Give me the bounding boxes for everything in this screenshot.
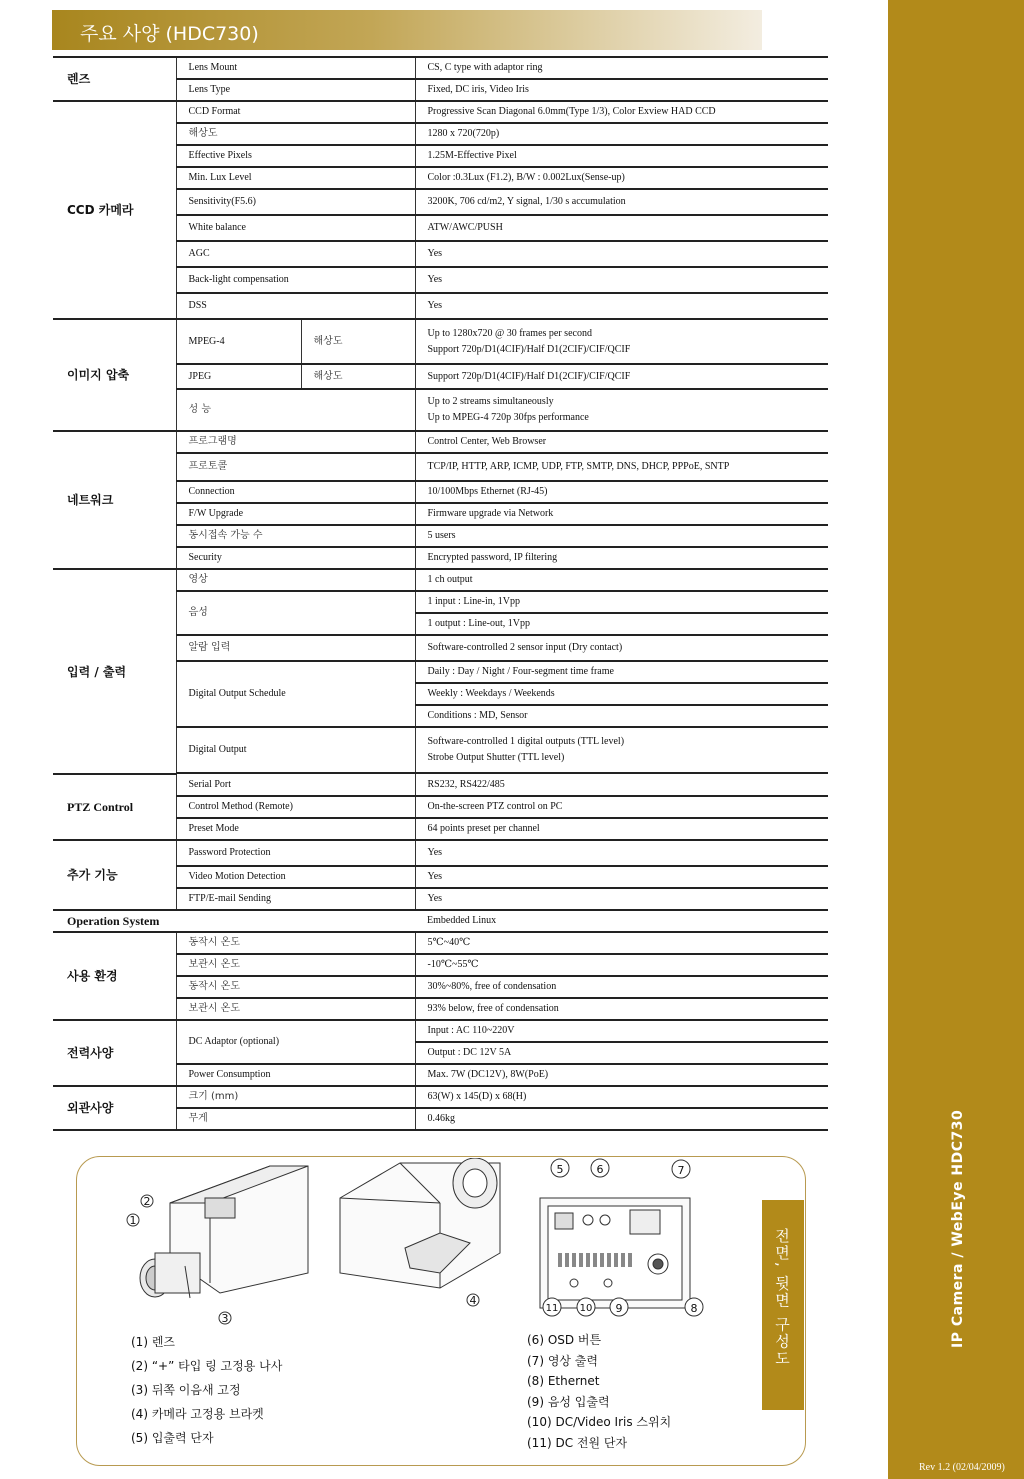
legend-item: (6) OSD 버튼 <box>527 1333 602 1347</box>
svg-text:2: 2 <box>143 1195 151 1208</box>
spec-value-line: Up to MPEG-4 720p 30fps performance <box>427 412 589 423</box>
spec-label: AGC <box>176 241 415 267</box>
category-network: 네트워크 <box>53 431 176 569</box>
spec-value: 1.25M-Effective Pixel <box>415 145 828 167</box>
spec-label: 성 능 <box>176 389 415 431</box>
spec-value: TCP/IP, HTTP, ARP, ICMP, UDP, FTP, SMTP, DNS, DHCP, PPPoE, SNTP <box>415 453 828 481</box>
spec-value: Encrypted password, IP filtering <box>415 547 828 569</box>
spec-value: Max. 7W (DC12V), 8W(PoE) <box>415 1064 828 1086</box>
spec-value-line: Software-controlled 1 digital outputs (TTL level) <box>427 736 625 747</box>
spec-value: Yes <box>415 267 828 293</box>
table-row <box>53 910 828 932</box>
category-lens: 렌즈 <box>53 57 176 101</box>
legend-item: (10) DC/Video Iris 스위치 <box>527 1415 672 1429</box>
callout-4 <box>467 1294 479 1307</box>
spec-label: Digital Output Schedule <box>176 661 415 727</box>
spec-label: Password Protection <box>176 840 415 866</box>
spec-label: 동시접속 가능 수 <box>176 525 415 547</box>
spec-value: 5 users <box>415 525 828 547</box>
table-row <box>53 57 828 79</box>
legend-item: (8) Ethernet <box>527 1374 600 1388</box>
category-exterior: 외관사양 <box>53 1086 176 1130</box>
spec-label: DC Adaptor (optional) <box>176 1020 415 1064</box>
svg-text:6: 6 <box>596 1163 604 1176</box>
table-row <box>53 569 828 591</box>
spec-table <box>53 56 828 1131</box>
table-row <box>53 319 828 364</box>
spec-value-line: Up to 1280x720 @ 30 frames per second <box>427 327 592 339</box>
category-ccd: CCD 카메라 <box>53 101 176 319</box>
legend-item: (5) 입출력 단자 <box>131 1431 214 1445</box>
spec-value: RS232, RS422/485 <box>415 774 828 796</box>
category-io: 입력 / 출력 <box>53 569 176 774</box>
svg-text:3: 3 <box>221 1312 229 1325</box>
spec-value: Software-controlled 2 sensor input (Dry contact) <box>415 635 828 661</box>
spec-value <box>415 319 828 364</box>
revision-label: Rev 1.2 (02/04/2009) <box>919 1462 1005 1473</box>
callout-2 <box>141 1195 153 1208</box>
spec-value: Conditions : MD, Sensor <box>415 705 828 727</box>
spec-value: Color :0.3Lux (F1.2), B/W : 0.002Lux(Sense-up) <box>415 167 828 189</box>
legend-item: (11) DC 전원 단자 <box>527 1435 628 1450</box>
category-env: 사용 환경 <box>53 932 176 1020</box>
spec-value: 30%~80%, free of condensation <box>415 976 828 998</box>
callout-10 <box>577 1298 595 1316</box>
table-row <box>53 932 828 954</box>
spec-label: 보관시 온도 <box>176 998 415 1020</box>
legend-right <box>527 1330 671 1453</box>
spec-value-line: Strobe Output Shutter (TTL level) <box>427 752 565 763</box>
spec-label: Effective Pixels <box>176 145 415 167</box>
spec-label: 동작시 온도 <box>176 932 415 954</box>
spec-label: DSS <box>176 293 415 319</box>
spec-value: Weekly : Weekdays / Weekends <box>415 683 828 705</box>
callout-5 <box>551 1159 569 1177</box>
spec-label: 영상 <box>176 569 415 591</box>
spec-value: Fixed, DC iris, Video Iris <box>415 79 828 101</box>
spec-value: Daily : Day / Night / Four-segment time frame <box>415 661 828 683</box>
callout-3 <box>219 1312 231 1325</box>
spec-value: Yes <box>415 293 828 319</box>
spec-value: 1280 x 720(720p) <box>415 123 828 145</box>
svg-text:10: 10 <box>579 1303 593 1314</box>
spec-label: JPEG <box>176 364 301 389</box>
callout-8 <box>685 1298 703 1316</box>
spec-label: F/W Upgrade <box>176 503 415 525</box>
spec-value: 10/100Mbps Ethernet (RJ-45) <box>415 481 828 503</box>
spec-value: 1 output : Line-out, 1Vpp <box>415 613 828 635</box>
legend-item: (2) “+” 타입 링 고정용 나사 <box>131 1359 283 1373</box>
category-image: 이미지 압축 <box>53 319 176 431</box>
spec-value <box>415 727 828 773</box>
spec-label: Back-light compensation <box>176 267 415 293</box>
page-title: 주요 사양 (HDC730) <box>80 23 259 45</box>
spec-value: 64 points preset per channel <box>415 818 828 840</box>
spec-label: White balance <box>176 215 415 241</box>
spec-label: 크기 (mm) <box>176 1086 415 1108</box>
spec-label: FTP/E-mail Sending <box>176 888 415 910</box>
spec-value: 93% below, free of condensation <box>415 998 828 1020</box>
callout-7 <box>672 1160 690 1178</box>
spec-value: CS, C type with adaptor ring <box>415 57 828 79</box>
spec-value: 63(W) x 145(D) x 68(H) <box>415 1086 828 1108</box>
callout-1 <box>127 1214 139 1227</box>
callout-9 <box>610 1298 628 1316</box>
spec-value: Control Center, Web Browser <box>415 431 828 453</box>
spec-value: Support 720p/D1(4CIF)/Half D1(2CIF)/CIF/QCIF <box>415 364 828 389</box>
spec-value-line: Support 720p/D1(4CIF)/Half D1(2CIF)/CIF/QCIF <box>427 343 631 355</box>
table-row <box>53 431 828 453</box>
spec-label: 프로토콜 <box>176 453 415 481</box>
legend-item: (4) 카메라 고정용 브라켓 <box>131 1407 264 1421</box>
camera-front-illustration <box>140 1166 308 1298</box>
spec-label: 음성 <box>176 591 415 635</box>
spec-value: Embedded Linux <box>415 910 828 932</box>
spec-label: 동작시 온도 <box>176 976 415 998</box>
spec-sublabel: 해상도 <box>301 364 415 389</box>
spec-label: Power Consumption <box>176 1064 415 1086</box>
svg-text:5: 5 <box>556 1163 564 1176</box>
figure-tab <box>762 1200 804 1410</box>
callout-6 <box>591 1159 609 1177</box>
spec-sublabel: 해상도 <box>301 319 415 364</box>
spec-value: 3200K, 706 cd/m2, Y signal, 1/30 s accumulation <box>415 189 828 215</box>
legend-item: (1) 렌즈 <box>131 1335 175 1349</box>
spec-label: MPEG-4 <box>176 319 301 364</box>
spec-label: Security <box>176 547 415 569</box>
header-bar <box>52 10 762 50</box>
table-row <box>53 840 828 866</box>
spec-label: 보관시 온도 <box>176 954 415 976</box>
table-row <box>53 1086 828 1108</box>
svg-text:9: 9 <box>615 1302 623 1315</box>
sidebar-title: IP Camera / WebEye HDC730 <box>950 1109 966 1348</box>
category-os: Operation System <box>53 910 415 932</box>
svg-text:1: 1 <box>129 1214 137 1227</box>
svg-text:11: 11 <box>545 1303 559 1314</box>
legend-left <box>131 1330 282 1450</box>
spec-label: Sensitivity(F5.6) <box>176 189 415 215</box>
camera-rear-illustration <box>540 1198 690 1308</box>
spec-value: 1 ch output <box>415 569 828 591</box>
spec-value: -10℃~55℃ <box>415 954 828 976</box>
svg-text:8: 8 <box>690 1302 698 1315</box>
spec-label: Control Method (Remote) <box>176 796 415 818</box>
legend-item: (9) 음성 입출력 <box>527 1394 610 1409</box>
spec-value: 1 input : Line-in, 1Vpp <box>415 591 828 613</box>
spec-label: 무게 <box>176 1108 415 1130</box>
table-row <box>53 1020 828 1042</box>
spec-value <box>415 389 828 431</box>
spec-label: CCD Format <box>176 101 415 123</box>
svg-text:4: 4 <box>469 1294 477 1307</box>
camera-side-illustration <box>340 1158 500 1288</box>
spec-label: Digital Output <box>176 727 415 773</box>
legend-item: (3) 뒤쪽 이음새 고정 <box>131 1383 241 1397</box>
category-extra: 추가 기능 <box>53 840 176 910</box>
table-row <box>53 774 828 796</box>
spec-label: Min. Lux Level <box>176 167 415 189</box>
spec-value-line: Up to 2 streams simultaneously <box>427 396 554 407</box>
spec-label: Serial Port <box>176 774 415 796</box>
spec-label: Preset Mode <box>176 818 415 840</box>
table-row <box>53 101 828 123</box>
spec-value: Progressive Scan Diagonal 6.0mm(Type 1/3), Color Exview HAD CCD <box>415 101 828 123</box>
category-power: 전력사양 <box>53 1020 176 1086</box>
spec-label: 해상도 <box>176 123 415 145</box>
spec-value: On-the-screen PTZ control on PC <box>415 796 828 818</box>
spec-value: Input : AC 110~220V <box>415 1020 828 1042</box>
spec-value: Yes <box>415 241 828 267</box>
spec-value: ATW/AWC/PUSH <box>415 215 828 241</box>
spec-label: Connection <box>176 481 415 503</box>
category-ptz: PTZ Control <box>53 774 176 840</box>
spec-label: 알람 입력 <box>176 635 415 661</box>
legend-item: (7) 영상 출력 <box>527 1353 598 1368</box>
camera-diagrams <box>100 1158 720 1328</box>
spec-value: Firmware upgrade via Network <box>415 503 828 525</box>
figure-tab-label: 전면, 뒷면 구성도 <box>773 1228 791 1368</box>
callout-11 <box>543 1298 561 1316</box>
spec-value: Yes <box>415 866 828 888</box>
spec-label: Lens Mount <box>176 57 415 79</box>
spec-value: Yes <box>415 888 828 910</box>
spec-value: 5℃~40℃ <box>415 932 828 954</box>
spec-value: Yes <box>415 840 828 866</box>
spec-label: Video Motion Detection <box>176 866 415 888</box>
spec-value: Output : DC 12V 5A <box>415 1042 828 1064</box>
svg-text:7: 7 <box>677 1164 685 1177</box>
spec-label: 프로그램명 <box>176 431 415 453</box>
spec-label: Lens Type <box>176 79 415 101</box>
spec-value: 0.46kg <box>415 1108 828 1130</box>
